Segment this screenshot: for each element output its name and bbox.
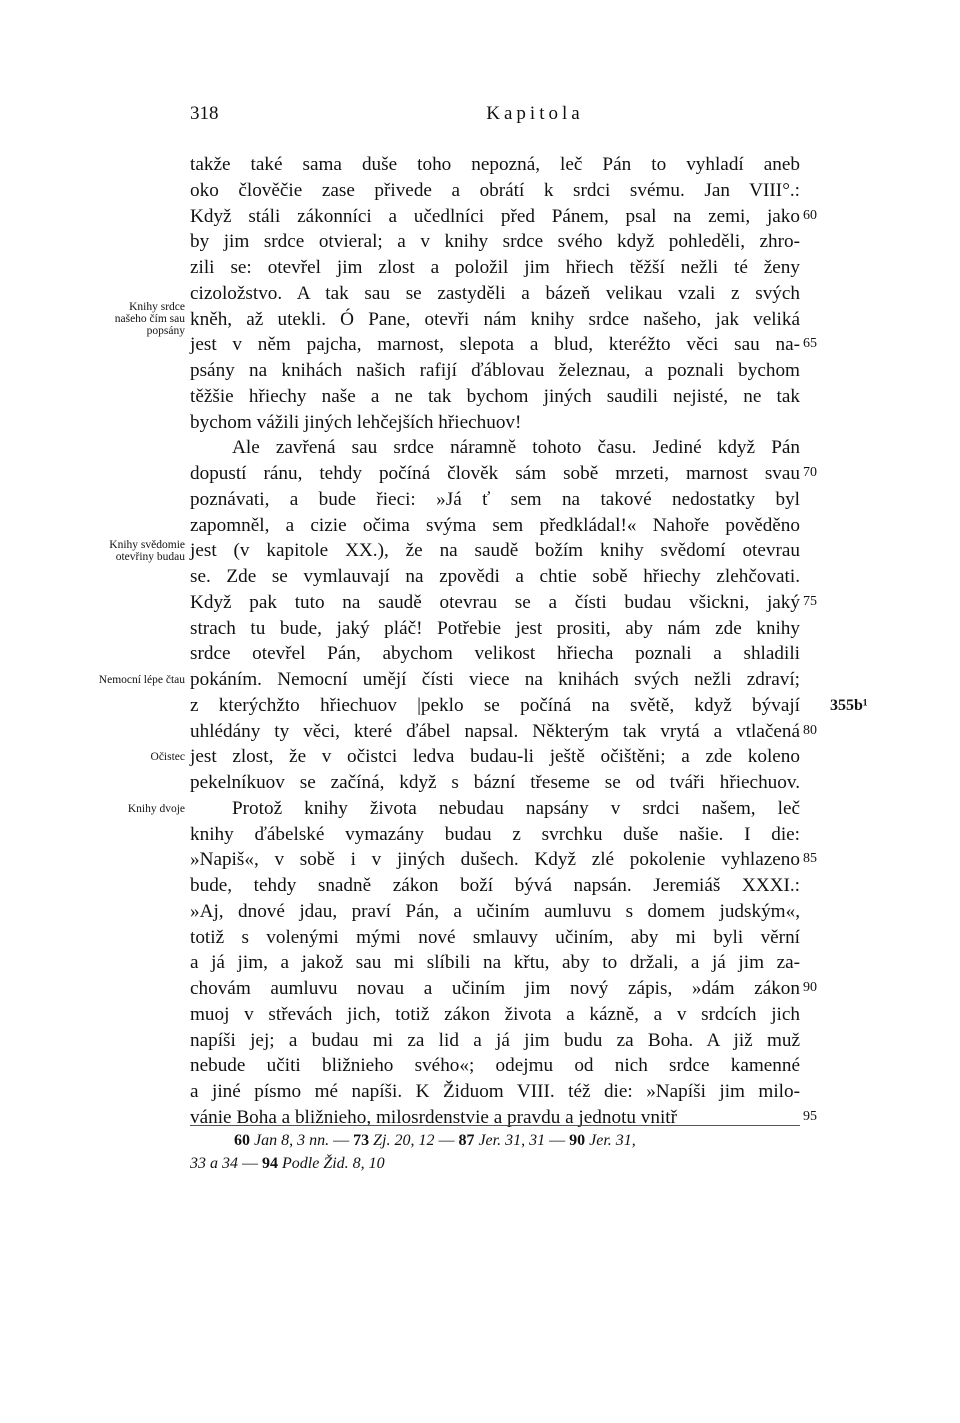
- margin-note: Nemocní lépe čtau: [98, 673, 185, 686]
- margin-note: Knihy svědomie otevřiny budau: [109, 539, 185, 564]
- line-number: 65: [803, 336, 817, 352]
- footnote-separator: —: [238, 1155, 262, 1172]
- chapter-title: Kapitola: [486, 103, 584, 124]
- text-line: a jiné písmo mé napíši. K Židuom VIII. též die: »Napíši jim milo-: [190, 1081, 800, 1102]
- text-line: takže také sama duše toho nepozná, leč Pán to vyhladí aneb: [190, 154, 800, 175]
- text-line: strach tu bude, jaký pláč! Potřebie jest prositi, aby nám zde knihy: [190, 617, 800, 639]
- footnotes: [190, 1129, 810, 1175]
- footnote-separator: —: [545, 1132, 570, 1149]
- text-line: se. Zde se vymlauvají na zpovědi a chtie sobě hřiechy zlehčovati.: [190, 566, 800, 587]
- footnote-line: [190, 1152, 810, 1175]
- text-line: totiž s volenými mými nové smlauvy učiním, aby mi byli věrní: [190, 926, 800, 948]
- text-line: z kterýchžto hřiechuov |peklo se počíná na světě, když bývají: [190, 694, 800, 716]
- text-line: jest zlost, že v očistci ledva budau-li ještě očištěni; a zde koleno: [190, 746, 800, 768]
- footnote-reference: Zj. 20, 12: [373, 1132, 435, 1149]
- text-line: psány na knihách našich rafijí ďáblovau železnau, a poznali bychom: [190, 360, 800, 381]
- page-number: 318: [190, 103, 219, 124]
- margin-note: Knihy dvoje: [127, 802, 185, 815]
- line-number: 80: [803, 722, 817, 738]
- text-line: dopustí ránu, tehdy počíná člověk sám sobě mrzeti, marnost svau: [190, 463, 800, 484]
- text-line: poznávati, a bude řieci: »Já ť sem na takové nedostatky byl: [190, 488, 800, 510]
- line-number: 85: [803, 851, 817, 867]
- text-line: bychom vážili jiných lehčejších hřiechuov!: [190, 411, 522, 433]
- text-line: oko člověčie zase přivede a obrátí k srdci svému. Jan VIII°.:: [190, 179, 800, 201]
- text-line: jest v něm pajcha, marnost, slepota a blud, kteréžto věci sau na-: [190, 334, 800, 356]
- footnote-number: 90: [569, 1132, 586, 1149]
- text-line: těžšie hřiechy naše a ne tak bychom jiných saudili nejisté, ne tak: [190, 385, 800, 407]
- text-line: kněh, až utekli. Ó Pane, otevři nám knihy srdce našeho, jak veliká: [190, 308, 800, 330]
- text-line: knihy ďábelské vymazány budau z svrchku duše našie. I die:: [190, 823, 800, 845]
- text-line: Když stáli zákonníci a učedlníci před Pánem, psal na zemi, jako: [190, 205, 800, 227]
- text-line: Protož knihy života nebudau napsány v srdci našem, leč: [232, 797, 800, 819]
- text-line: vánie Boha a bližnieho, milosrdenstvie a pravdu a jednotu vnitř: [190, 1106, 678, 1128]
- text-line: Když pak tuto na saudě otevrau se a čísti budau všickni, jaký: [190, 591, 800, 613]
- footnote-reference: Jan 8, 3 nn.: [254, 1132, 330, 1149]
- text-line: »Aj, dnové jdau, praví Pán, a učiním aumluvu s domem judským«,: [190, 900, 800, 922]
- text-line: pokáním. Nemocní umějí čísti viece na knihách svých nežli zdraví;: [190, 669, 800, 690]
- footnote-number: 87: [458, 1132, 475, 1149]
- line-number: 75: [803, 593, 817, 609]
- line-number: 60: [803, 207, 817, 223]
- footnote-separator: —: [434, 1132, 459, 1149]
- text-line: nebude učiti bližnieho svého«; odejmu od nich srdce kamenné: [190, 1055, 800, 1077]
- text-line: bude, tehdy snadně zákon boží bývá napsán. Jeremiáš XXXI.:: [190, 875, 800, 896]
- text-line: Ale zavřená sau srdce náramně tohoto času. Jediné když Pán: [232, 437, 800, 459]
- text-line: »Napiš«, v sobě i v jiných dušech. Když zlé pokolenie vyhlazeno: [190, 849, 800, 871]
- margin-note: Očistec: [150, 751, 185, 764]
- line-number: 95: [803, 1108, 817, 1124]
- footnote-separator: —: [329, 1132, 354, 1149]
- line-number: 70: [803, 465, 817, 480]
- text-line: zili se: otevřel jim zlost a položil jim hřiech těžší nežli té ženy: [190, 257, 800, 278]
- text-line: pekelníkuov se začíná, když s bázní třeseme se od tváři hřiechuov.: [190, 772, 800, 793]
- text-line: srdce otevřel Pán, abychom velikost hřiecha poznali a shladili: [190, 643, 800, 665]
- margin-note: Knihy srdce našeho čím sau popsány: [114, 301, 185, 338]
- line-number: 90: [803, 980, 817, 995]
- footnote-reference: Jer. 31,: [589, 1132, 636, 1149]
- footnote-rule: [190, 1125, 800, 1126]
- main-text: [190, 152, 800, 1131]
- folio-marker: 355b¹: [830, 696, 868, 714]
- footnote-number: 60: [234, 1132, 250, 1149]
- footnote-line: [190, 1129, 810, 1152]
- footnote-reference: Podle Žid. 8, 10: [282, 1155, 385, 1172]
- text-line: napíši jej; a budau mi za lid a já jim budu za Boha. A již muž: [190, 1029, 800, 1051]
- text-line: cizoložstvo. A tak sau se zastyděli a bázeň velikau vzali z svých: [190, 282, 800, 304]
- text-line: by jim srdce otvieral; a v knihy srdce svého když pohleděli, zhro-: [190, 231, 800, 253]
- text-line: muoj v střevách jich, totiž zákon života a kázně, a v srdcích jich: [190, 1003, 800, 1025]
- footnote-number: 94: [262, 1155, 278, 1172]
- page-header: [190, 103, 790, 127]
- text-line: uhlédány ty věci, které ďábel napsal. Některým tak vrytá a vtlačená: [190, 720, 800, 742]
- text-line: zapomněl, a cizie očima svýma sem předkládal!« Nahoře pověděno: [190, 514, 800, 536]
- footnote-reference: 33 a 34: [190, 1155, 238, 1172]
- text-line: chovám aumluvu novau a učiním jim nový zápis, »dám zákon: [190, 978, 800, 999]
- footnote-number: 73: [353, 1132, 370, 1149]
- text-line: a já jim, a jakož sau mi slíbili na křtu, aby to držali, a já jim za-: [190, 952, 800, 974]
- footnote-reference: Jer. 31, 31: [478, 1132, 546, 1149]
- text-line: jest (v kapitole XX.), že na saudě božím knihy svědomí otevrau: [190, 540, 800, 562]
